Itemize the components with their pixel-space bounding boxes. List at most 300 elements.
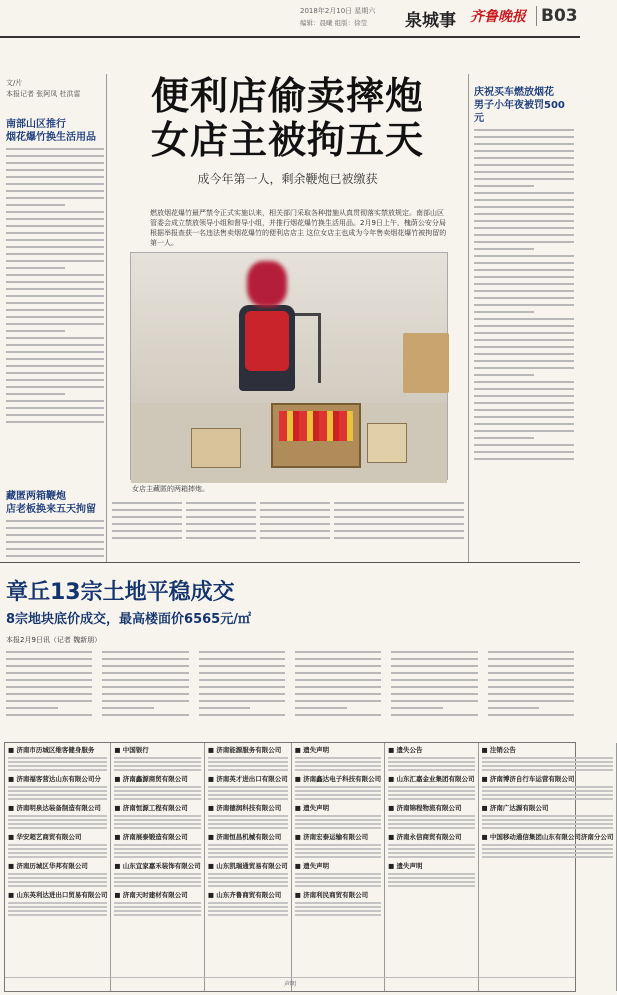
ad-text-line	[208, 873, 288, 875]
ad-text-line	[8, 856, 107, 858]
ad-text-line	[388, 798, 474, 800]
ad-text-line	[8, 902, 107, 904]
article-column	[112, 498, 182, 558]
right-column	[474, 86, 574, 556]
ad-item	[482, 775, 614, 800]
text-line	[474, 227, 574, 229]
ad-heading: ■ 遗失声明	[294, 746, 330, 754]
ad-text-line	[114, 881, 200, 883]
ad-column	[5, 743, 111, 991]
ad-heading: ■ 济南锦程物流有限公司	[388, 804, 462, 812]
ad-text-line	[388, 794, 474, 796]
ad-text-line	[295, 757, 381, 759]
text-line	[6, 351, 104, 353]
text-line	[474, 339, 574, 341]
ad-text-line	[208, 798, 288, 800]
text-line	[474, 129, 574, 131]
text-line	[6, 679, 92, 681]
text-line	[6, 190, 104, 192]
text-line	[474, 430, 574, 432]
ad-text-line	[295, 873, 381, 875]
text-line	[6, 534, 104, 536]
ad-item	[208, 775, 288, 800]
ad-text-line	[295, 798, 381, 800]
secondary-story	[0, 562, 580, 740]
text-line	[6, 386, 104, 388]
text-line	[474, 157, 574, 159]
text-line	[6, 281, 104, 283]
text-line	[474, 234, 574, 236]
ad-text-line	[388, 819, 474, 821]
text-line	[186, 523, 256, 525]
ad-text-line	[114, 765, 200, 767]
text-line	[398, 523, 464, 525]
ad-heading: ■ 济南福客营达山东有限公司分	[8, 775, 101, 783]
text-line	[6, 260, 104, 262]
ad-text-line	[208, 769, 288, 771]
text-line	[474, 409, 574, 411]
text-line	[295, 679, 381, 681]
text-line	[199, 672, 285, 674]
ad-heading: ■ 济南历城区华邦有限公司	[8, 862, 88, 870]
text-line	[391, 707, 443, 709]
ad-text-line	[388, 765, 474, 767]
ad-text-line	[295, 856, 381, 858]
ad-text-line	[388, 877, 474, 879]
ad-item	[114, 775, 200, 800]
ad-heading: ■ 济南利民商贸有限公司	[294, 891, 369, 899]
cardboard-box	[191, 428, 241, 468]
text-line	[6, 407, 104, 409]
ad-text-line	[208, 844, 288, 846]
ad-text-line	[388, 844, 474, 846]
ad-text-line	[8, 881, 107, 883]
left-column	[6, 78, 104, 558]
text-line	[6, 323, 104, 325]
text-line	[260, 537, 330, 539]
ad-heading: ■ 济南展泰锻造有限公司	[114, 833, 188, 841]
ad-text-line	[388, 885, 474, 887]
text-line	[6, 365, 104, 367]
text-line	[391, 693, 477, 695]
ad-text-line	[114, 844, 200, 846]
text-line	[474, 269, 574, 271]
text-line	[102, 714, 188, 716]
headline-subtitle: 成今年第一人，剩余鞭炮已被缴获	[197, 172, 378, 186]
text-line	[474, 458, 574, 460]
text-line	[391, 665, 477, 667]
ad-heading: ■ 中国银行	[114, 746, 149, 754]
text-line	[6, 693, 92, 695]
text-line	[6, 520, 104, 522]
stool	[403, 333, 449, 393]
photo-caption: 女店主藏匿的两箱摔炮。	[132, 485, 209, 493]
ad-text-line	[208, 765, 288, 767]
ad-text-line	[208, 786, 288, 788]
ad-heading: ■ 山东凯瑞通贸易有限公司	[207, 862, 288, 870]
ad-heading: ■ 济南德润科技有限公司	[207, 804, 282, 812]
ad-heading: ■ 济南明泉达装备制造有限公司	[8, 804, 101, 812]
text-line	[199, 707, 251, 709]
firecracker-box	[271, 403, 361, 468]
ad-heading: ■ 济南英才进出口有限公司	[207, 775, 288, 783]
text-line	[474, 276, 574, 278]
ad-text-line	[114, 819, 200, 821]
ad-text-line	[114, 823, 200, 825]
text-line	[6, 665, 92, 667]
text-line	[6, 274, 104, 276]
ad-item	[208, 804, 288, 829]
ad-text-line	[388, 823, 474, 825]
secondary-headline: 章丘13宗土地平稳成交	[6, 580, 235, 605]
text-line	[199, 700, 285, 702]
ad-text-line	[295, 877, 381, 879]
ad-text-line	[114, 852, 200, 854]
text-line	[474, 304, 574, 306]
text-line	[6, 658, 92, 660]
ad-text-line	[8, 827, 107, 829]
ad-text-line	[388, 848, 474, 850]
ad-text-line	[208, 794, 288, 796]
ad-text-line	[114, 856, 200, 858]
text-line	[6, 541, 104, 543]
text-line	[474, 318, 574, 320]
ad-heading: ■ 华安超艺商贸有限公司	[8, 833, 82, 841]
ad-text-line	[114, 885, 200, 887]
ad-text-line	[482, 844, 614, 846]
ad-item	[208, 862, 288, 887]
section-title: 泉城事	[405, 11, 456, 31]
text-line	[6, 707, 58, 709]
article-body-lines	[6, 520, 104, 557]
article-body-lines	[474, 129, 574, 460]
text-line	[199, 693, 285, 695]
ad-text-line	[208, 902, 288, 904]
main-headline	[110, 74, 465, 187]
text-line	[474, 381, 574, 383]
text-line	[295, 672, 381, 674]
ad-item	[8, 775, 107, 800]
ad-heading: ■ 中国移动通信集团山东有限公司济南分公司	[481, 833, 614, 841]
text-line	[112, 537, 182, 539]
ad-text-line	[482, 757, 614, 759]
text-line	[102, 700, 188, 702]
text-line	[474, 206, 574, 208]
text-line	[199, 686, 285, 688]
ad-text-line	[388, 881, 474, 883]
text-line	[391, 658, 477, 660]
ad-text-line	[8, 873, 107, 875]
text-line	[391, 686, 477, 688]
ad-item	[114, 804, 200, 829]
text-line	[474, 150, 574, 152]
ad-heading: ■ 遗失声明	[294, 804, 330, 812]
ad-column	[385, 743, 478, 991]
newspaper-logo: 齐鲁晚报	[470, 9, 526, 25]
ad-text-line	[8, 910, 107, 912]
text-line	[474, 199, 574, 201]
secondary-body	[6, 647, 574, 737]
editor-info: 编辑：晨曦 组版：徐莹	[300, 19, 368, 27]
ad-text-line	[8, 844, 107, 846]
ad-text-line	[482, 794, 614, 796]
ad-text-line	[8, 815, 107, 817]
ad-item	[208, 891, 288, 916]
text-line	[474, 136, 574, 138]
text-line	[112, 502, 182, 504]
ad-item	[208, 746, 288, 771]
text-line	[260, 523, 330, 525]
ad-text-line	[295, 885, 381, 887]
ad-column	[479, 743, 617, 991]
text-line	[6, 302, 104, 304]
text-line	[474, 353, 574, 355]
text-line	[6, 548, 104, 550]
text-line	[112, 530, 182, 532]
text-line	[6, 344, 104, 346]
ad-text-line	[8, 914, 107, 916]
text-line	[6, 155, 104, 157]
ad-heading: ■ 注销公告	[481, 746, 516, 754]
text-line	[398, 516, 464, 518]
text-line	[199, 665, 285, 667]
ad-text-line	[208, 856, 288, 858]
text-line	[474, 346, 574, 348]
headline-line-2: 女店主被拘五天	[150, 118, 424, 162]
text-line	[6, 379, 104, 381]
ad-text-line	[114, 877, 200, 879]
ad-text-line	[295, 765, 381, 767]
ad-item	[208, 833, 288, 858]
ad-text-line	[295, 761, 381, 763]
text-line	[186, 502, 256, 504]
ad-item	[388, 775, 474, 800]
ad-text-line	[295, 848, 381, 850]
ad-text-line	[295, 769, 381, 771]
ad-heading: ■ 济南恒源工程有限公司	[114, 804, 188, 812]
ad-text-line	[114, 827, 200, 829]
blurred-face	[247, 261, 287, 307]
text-line	[6, 162, 104, 164]
text-line	[6, 316, 104, 318]
ad-text-line	[208, 877, 288, 879]
text-line	[6, 225, 104, 227]
ad-item	[295, 775, 381, 800]
ad-text-line	[295, 790, 381, 792]
text-line	[6, 555, 104, 557]
ad-heading: ■ 济南永信商贸有限公司	[388, 833, 462, 841]
ad-text-line	[208, 761, 288, 763]
ad-text-line	[208, 852, 288, 854]
text-line	[6, 651, 92, 653]
ad-text-line	[482, 765, 614, 767]
text-line	[488, 651, 574, 653]
text-line	[6, 218, 104, 220]
ad-text-line	[295, 906, 381, 908]
text-line	[199, 714, 285, 716]
text-line	[6, 204, 65, 206]
ad-text-line	[388, 769, 474, 771]
text-line	[474, 171, 574, 173]
ad-item	[295, 804, 381, 829]
ad-text-line	[295, 823, 381, 825]
ad-text-line	[208, 885, 288, 887]
text-line	[102, 651, 188, 653]
ad-text-line	[482, 827, 614, 829]
text-line	[474, 143, 574, 145]
ad-text-line	[8, 877, 107, 879]
text-line	[6, 253, 104, 255]
ad-text-line	[295, 844, 381, 846]
text-line	[474, 248, 534, 250]
left-column-lower	[6, 490, 104, 565]
text-line	[6, 700, 92, 702]
ad-text-line	[114, 769, 200, 771]
ad-text-line	[114, 910, 200, 912]
issue-date: 2018年2月10日 星期六	[300, 7, 376, 15]
ad-heading: ■ 济南能源服务有限公司	[207, 746, 282, 754]
ad-text-line	[208, 790, 288, 792]
ad-column	[292, 743, 385, 991]
text-line	[102, 665, 188, 667]
text-line	[488, 672, 574, 674]
page-number: B03	[536, 6, 578, 26]
ad-text-line	[114, 902, 200, 904]
text-line	[6, 527, 104, 529]
text-line	[6, 183, 104, 185]
ad-heading: ■ 济南博济自行车运营有限公司	[481, 775, 575, 783]
ad-item	[114, 862, 200, 887]
text-line	[474, 367, 574, 369]
lead-paragraph: 燃放烟花爆竹最严禁令正式实施以来，相关部门采取各种措施从真贯彻落实禁放规定。南部山区管委会成立禁放领导小组和督导小组，并推行烟花爆竹换生活用品。2月9日上午，槐荫公安分局根据举报查获一名违法售卖烟花爆竹的便利店店主 这位女店主也成为今年售卖烟花爆竹被拘留的第一人。	[150, 209, 447, 247]
ad-item	[8, 833, 107, 858]
ad-column	[205, 743, 292, 991]
ad-text-line	[388, 786, 474, 788]
ad-text-line	[208, 827, 288, 829]
text-line	[474, 451, 574, 453]
ad-item	[114, 746, 200, 771]
text-line	[474, 220, 574, 222]
ad-text-line	[482, 790, 614, 792]
ad-text-line	[8, 885, 107, 887]
ad-heading: ■ 遗失声明	[388, 862, 423, 870]
ad-heading: ■ 济南鑫源商贸有限公司	[114, 775, 188, 783]
column-divider	[106, 74, 107, 562]
text-line	[199, 651, 285, 653]
text-line	[474, 297, 574, 299]
ad-text-line	[114, 914, 200, 916]
text-line	[474, 374, 534, 376]
text-line	[488, 714, 574, 716]
text-line	[6, 267, 65, 269]
ad-item	[8, 891, 107, 916]
ad-item	[295, 833, 381, 858]
ad-text-line	[114, 786, 200, 788]
text-line	[474, 290, 574, 292]
ad-text-line	[8, 786, 107, 788]
cardboard-box	[367, 423, 407, 463]
ad-text-line	[295, 815, 381, 817]
text-line	[6, 148, 104, 150]
ad-heading: ■ 山东齐鲁商贸有限公司	[207, 891, 282, 899]
text-line	[102, 679, 188, 681]
ad-text-line	[8, 823, 107, 825]
text-line	[6, 672, 92, 674]
secondary-dateline: 本报2月9日讯（记者 魏新朋）	[6, 636, 102, 644]
text-line	[474, 311, 534, 313]
text-line	[186, 530, 256, 532]
ad-text-line	[482, 761, 614, 763]
text-line	[474, 325, 574, 327]
text-line	[474, 164, 574, 166]
text-line	[474, 444, 574, 446]
text-line	[474, 416, 574, 418]
ad-item	[388, 746, 474, 771]
side-headline-3: 庆祝买车燃放烟花 男子小年夜被罚500元	[474, 87, 565, 124]
text-line	[334, 509, 404, 511]
text-line	[474, 192, 574, 194]
text-line	[398, 537, 464, 539]
ad-item	[8, 804, 107, 829]
ad-text-line	[482, 819, 614, 821]
text-line	[488, 679, 574, 681]
ad-text-line	[295, 902, 381, 904]
ad-text-line	[388, 852, 474, 854]
text-line	[102, 672, 188, 674]
shopkeeper-figure	[229, 261, 299, 421]
ad-text-line	[8, 906, 107, 908]
text-line	[186, 537, 256, 539]
text-line	[112, 516, 182, 518]
article-column	[334, 498, 404, 558]
text-line	[398, 530, 464, 532]
ad-text-line	[8, 765, 107, 767]
ad-item	[114, 833, 200, 858]
text-line	[295, 665, 381, 667]
ad-text-line	[208, 819, 288, 821]
text-line	[6, 295, 104, 297]
text-line	[6, 414, 104, 416]
byline-label: 文/片	[6, 79, 23, 87]
text-line	[112, 509, 182, 511]
ad-text-line	[482, 798, 614, 800]
ad-text-line	[295, 819, 381, 821]
headline-line-1: 便利店偷卖摔炮	[150, 74, 424, 118]
ad-column	[111, 743, 204, 991]
ad-text-line	[295, 786, 381, 788]
ad-heading: ■ 济南天时建材有限公司	[114, 891, 188, 899]
ad-text-line	[295, 827, 381, 829]
text-line	[295, 700, 381, 702]
text-line	[474, 360, 574, 362]
ad-heading: ■ 山东汇嘉金业集团有限公司	[388, 775, 475, 783]
ad-text-line	[208, 906, 288, 908]
text-line	[474, 395, 574, 397]
text-line	[295, 658, 381, 660]
ad-text-line	[8, 848, 107, 850]
ad-heading: ■ 山东英利达进出口贸易有限公司	[8, 891, 108, 899]
ad-item	[482, 746, 614, 771]
text-line	[474, 437, 534, 439]
text-line	[186, 509, 256, 511]
text-line	[6, 232, 104, 234]
text-line	[391, 700, 477, 702]
text-line	[260, 516, 330, 518]
text-line	[474, 388, 574, 390]
ad-text-line	[388, 761, 474, 763]
ad-text-line	[208, 881, 288, 883]
ad-text-line	[208, 815, 288, 817]
